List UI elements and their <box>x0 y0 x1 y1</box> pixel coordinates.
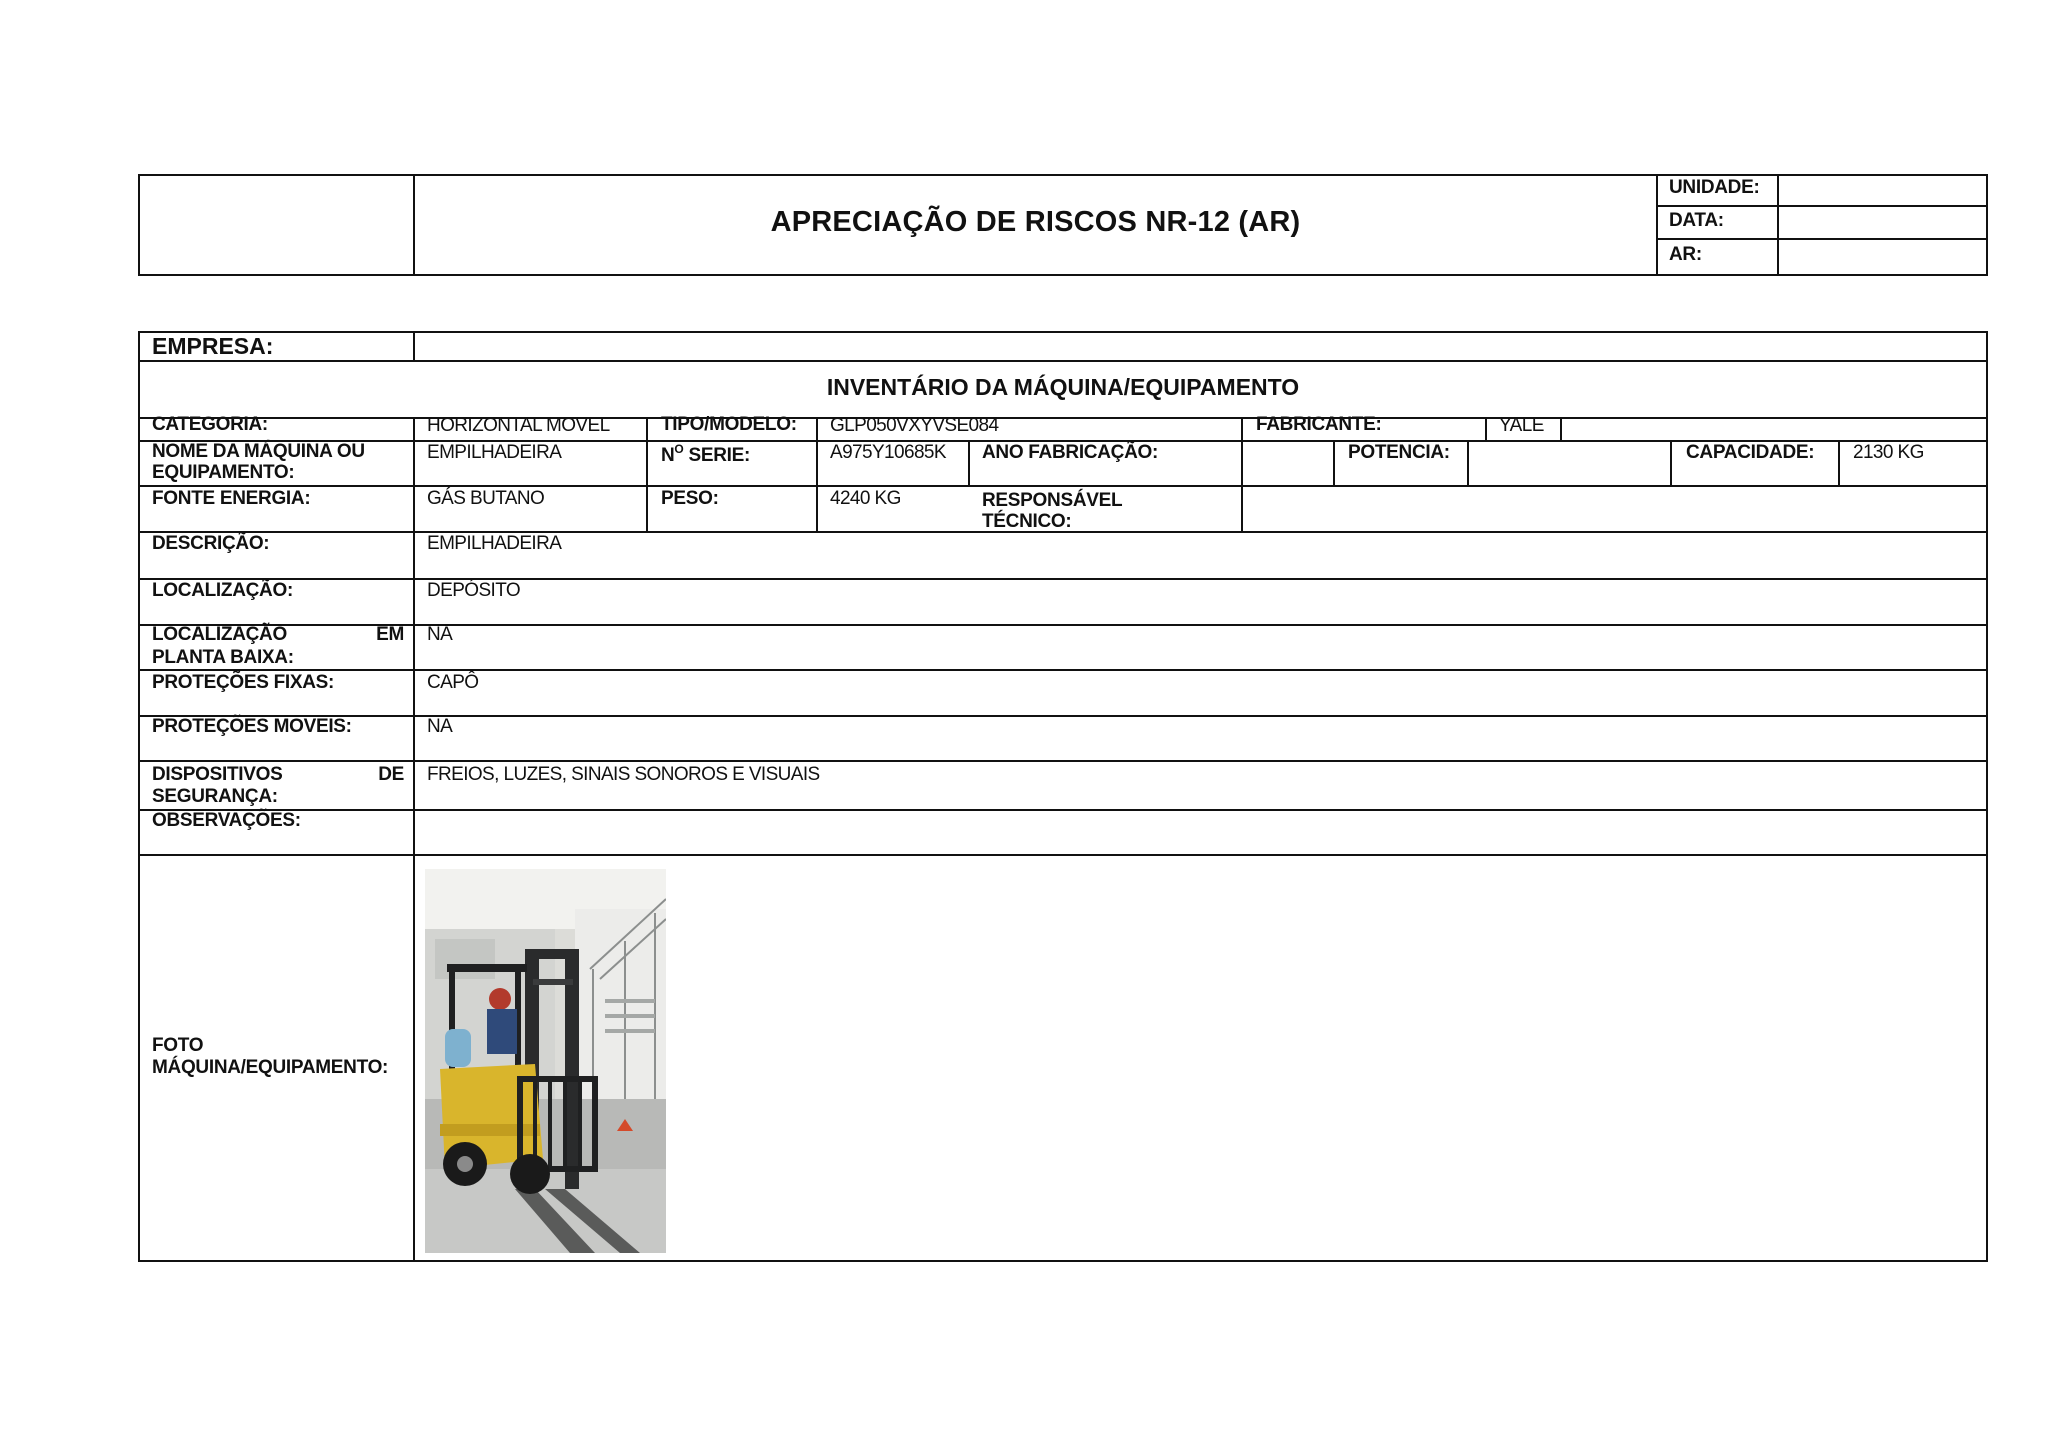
row-line <box>138 624 1988 626</box>
numero-serie-value: A975Y10685K <box>830 442 946 463</box>
nome-maquina-label: NOME DA MÁQUINA OU <box>152 441 365 462</box>
peso-label: PESO: <box>661 488 719 509</box>
row-line <box>138 669 1988 671</box>
protecoes-fixas-value: CAPÔ <box>427 672 479 693</box>
section-title: INVENTÁRIO DA MÁQUINA/EQUIPAMENTO <box>826 374 1300 400</box>
ar-label: AR: <box>1669 244 1702 265</box>
data-field[interactable] <box>1779 207 1986 238</box>
page-title: APRECIAÇÃO DE RISCOS NR-12 (AR) <box>770 206 1301 238</box>
row-line <box>138 360 1988 362</box>
protecoes-moveis-value: NA <box>427 716 453 737</box>
dispositivos-seguranca-value: FREIOS, LUZES, SINAIS SONOROS E VISUAIS <box>427 764 820 785</box>
potencia-field[interactable] <box>1469 442 1670 485</box>
row-line <box>138 417 1988 419</box>
nome-maquina-value: EMPILHADEIRA <box>427 442 562 463</box>
col-line <box>1333 440 1335 485</box>
categoria-value: HORIZONTAL MOVEL <box>427 415 610 436</box>
inventory-form <box>138 331 1988 1262</box>
header-divider-fields <box>1656 174 1658 276</box>
dispositivos-seguranca-label: DISPOSITIVOS DE <box>152 764 404 785</box>
ar-field[interactable] <box>1779 240 1986 274</box>
row-line <box>138 578 1988 580</box>
localizacao-planta-label-line2: PLANTA BAIXA: <box>152 647 294 668</box>
descricao-label: DESCRIÇÃO: <box>152 533 270 554</box>
unidade-label: UNIDADE: <box>1669 177 1760 198</box>
col-line <box>816 417 818 531</box>
col-line <box>1485 417 1487 440</box>
col-line <box>968 440 970 485</box>
potencia-label: POTENCIA: <box>1348 442 1450 463</box>
localizacao-label: LOCALIZAÇÃO: <box>152 580 293 601</box>
tipo-modelo-label: TIPO/MODELO: <box>661 414 797 435</box>
dispositivos-seguranca-label-line2: SEGURANÇA: <box>152 786 278 807</box>
fonte-energia-label: FONTE ENERGIA: <box>152 488 311 509</box>
col-line <box>1560 417 1562 440</box>
col-line <box>1670 440 1672 485</box>
empresa-field[interactable] <box>415 333 1986 360</box>
observacoes-field[interactable] <box>415 811 1986 854</box>
peso-value: 4240 KG <box>830 488 901 509</box>
localizacao-value: DEPÓSITO <box>427 580 521 601</box>
protecoes-moveis-label: PROTEÇÕES MOVEIS: <box>152 716 352 737</box>
col-line <box>1838 440 1840 485</box>
fabricante-value: YALE <box>1499 415 1544 436</box>
capacidade-value: 2130 KG <box>1853 442 1924 463</box>
localizacao-planta-label: LOCALIZAÇÃO EM <box>152 624 404 645</box>
categoria-label: CATEGORIA: <box>152 414 268 435</box>
fabricante-label: FABRICANTE: <box>1256 414 1382 435</box>
row-line <box>138 760 1988 762</box>
responsavel-tecnico-field[interactable] <box>1243 487 1986 531</box>
logo-area <box>140 176 413 274</box>
unidade-field[interactable] <box>1779 176 1986 205</box>
foto-label-line2: MÁQUINA/EQUIPAMENTO: <box>152 1057 389 1078</box>
nome-maquina-label-line2: EQUIPAMENTO: <box>152 462 295 483</box>
capacidade-label: CAPACIDADE: <box>1686 442 1815 463</box>
localizacao-planta-value: NA <box>427 624 453 645</box>
protecoes-fixas-label: PROTEÇÕES FIXAS: <box>152 672 335 693</box>
numero-serie-label: $N^O$ SERIE: <box>661 442 750 466</box>
observacoes-label: OBSERVAÇÕES: <box>152 810 301 831</box>
descricao-value: EMPILHADEIRA <box>427 533 562 554</box>
data-label: DATA: <box>1669 210 1724 231</box>
row-line <box>138 854 1988 856</box>
responsavel-tecnico-label-line2: TÉCNICO: <box>982 511 1072 532</box>
fonte-energia-value: GÁS BUTANO <box>427 488 545 509</box>
forklift-photo <box>425 869 666 1253</box>
empresa-label: EMPRESA: <box>152 333 274 359</box>
foto-label: FOTO <box>152 1035 204 1056</box>
responsavel-tecnico-label: RESPONSÁVEL <box>982 490 1123 511</box>
col-line <box>646 417 648 531</box>
row-line <box>138 715 1988 717</box>
ano-fabricacao-label: ANO FABRICAÇÃO: <box>982 442 1158 463</box>
tipo-modelo-value: GLP050VXYVSE084 <box>830 415 999 436</box>
ano-fabricacao-field[interactable] <box>1243 442 1333 485</box>
